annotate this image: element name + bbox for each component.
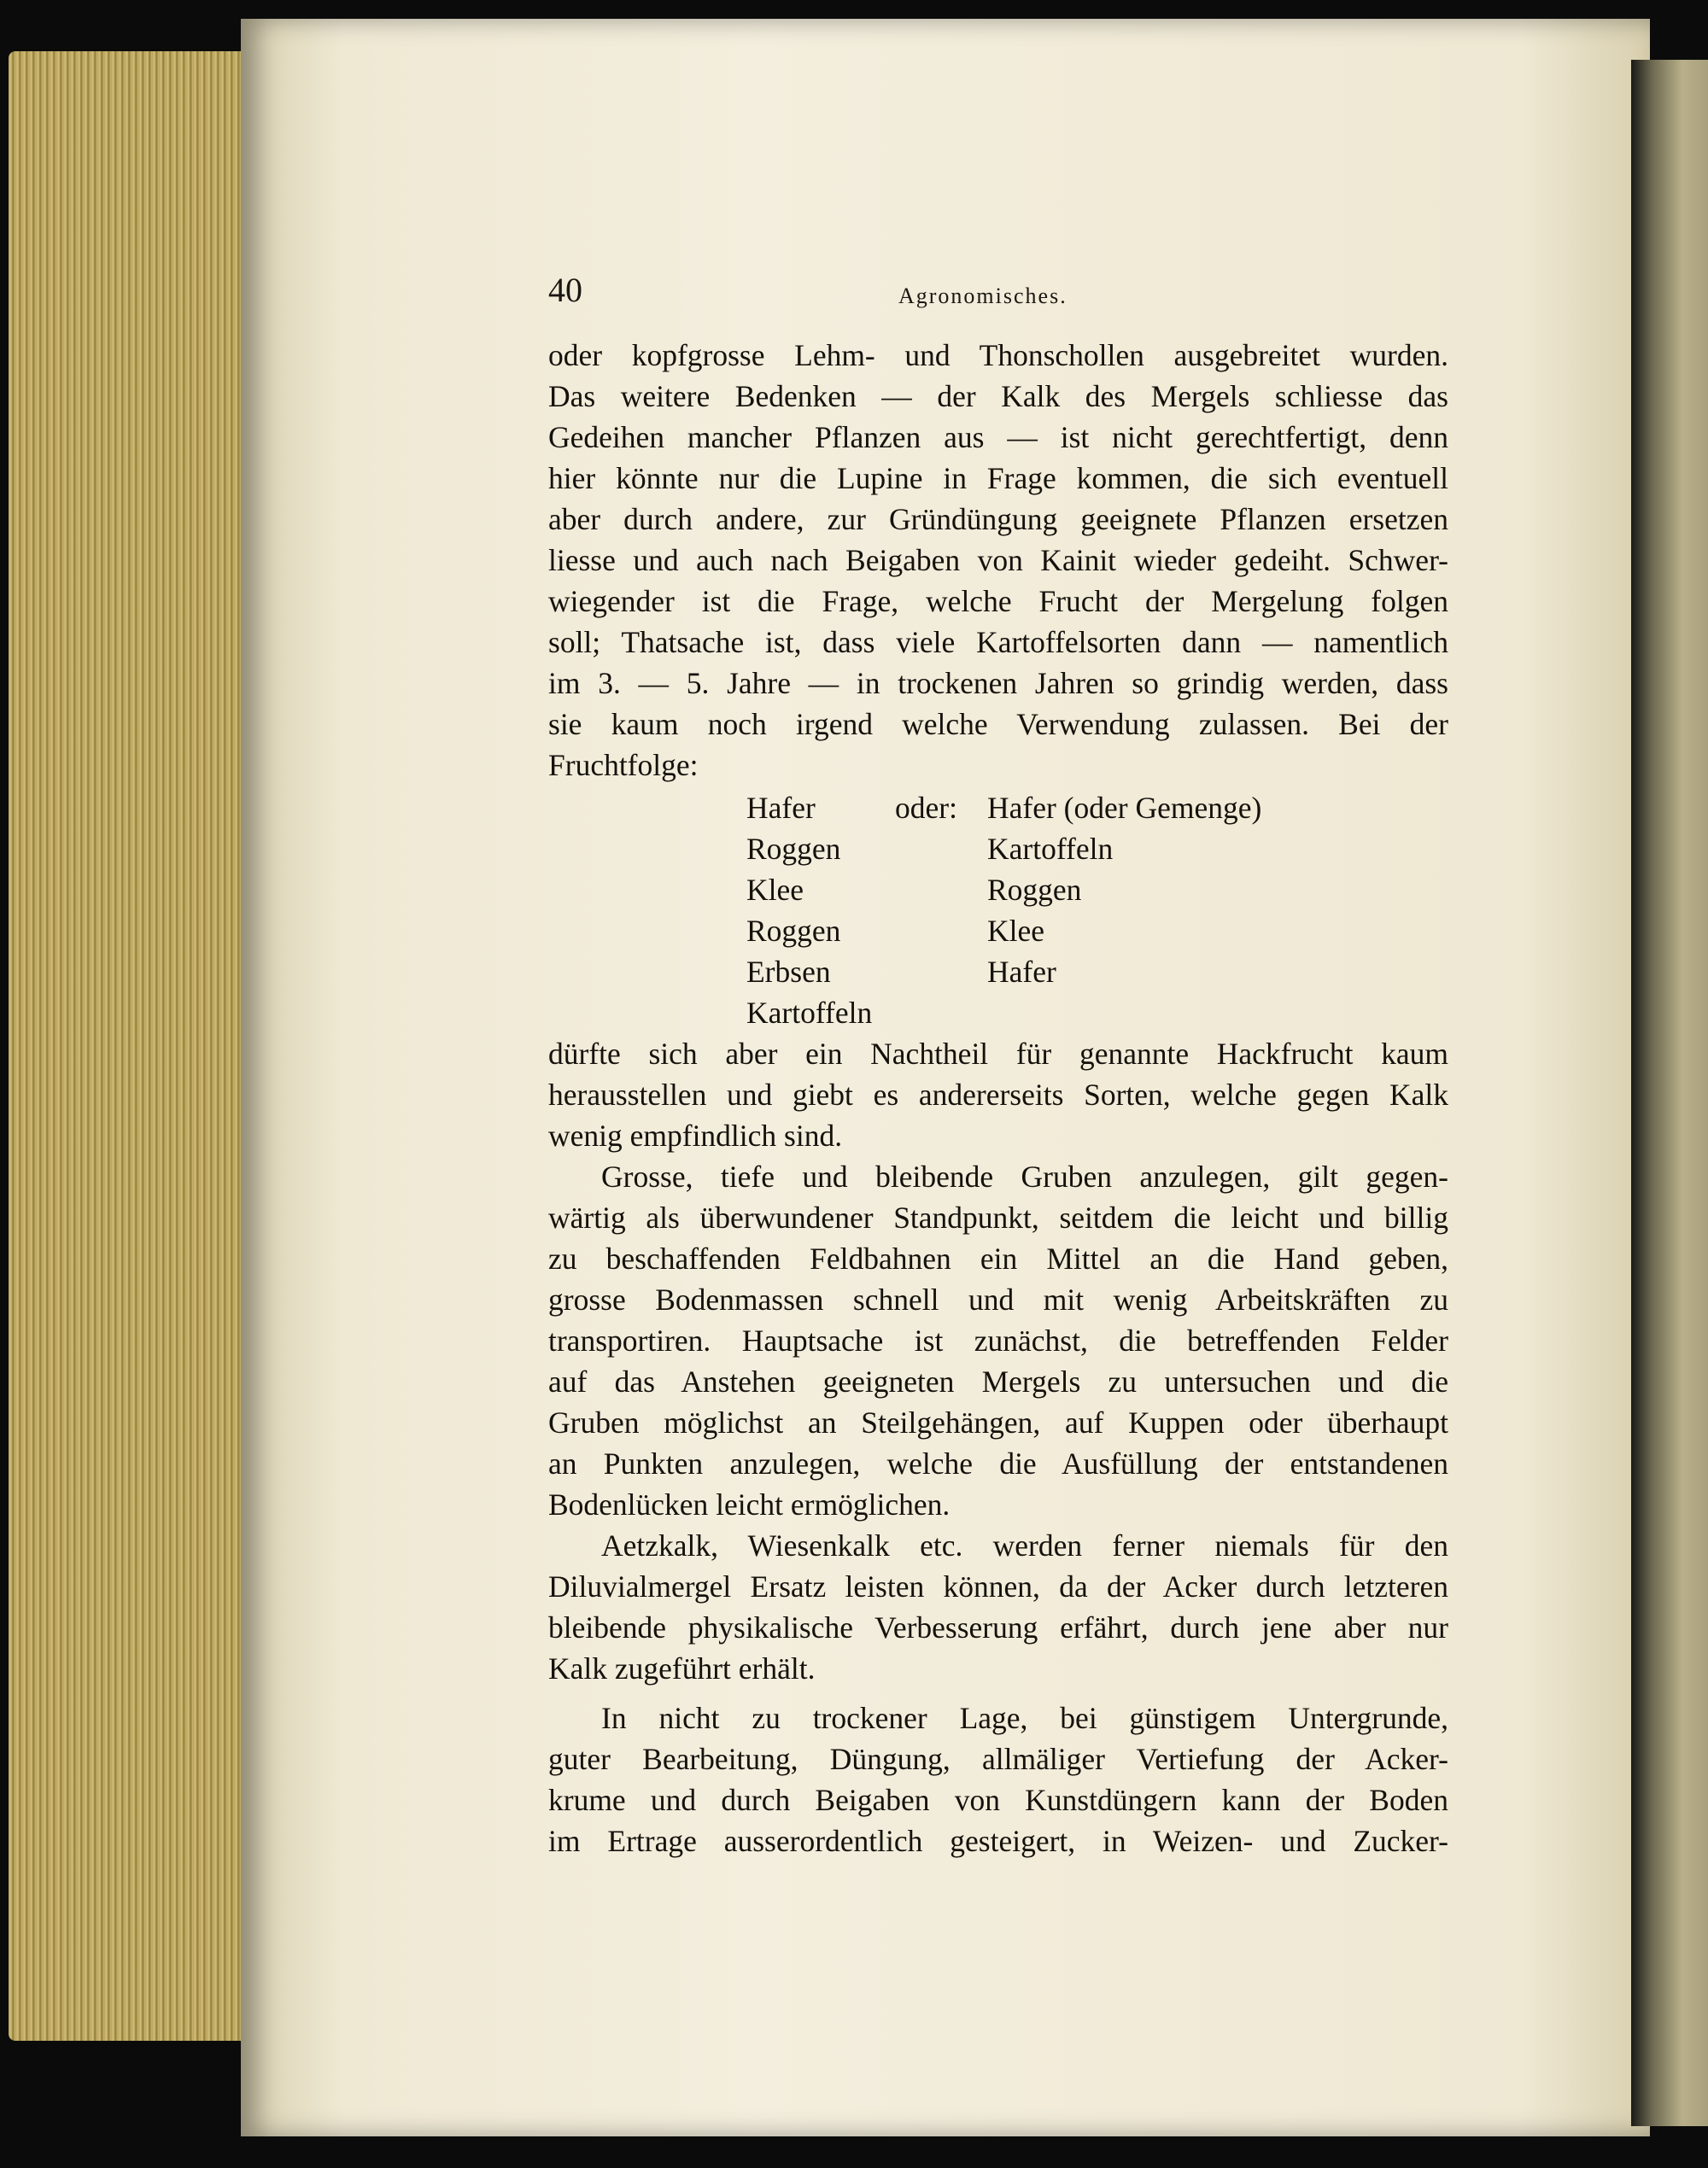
rotation-item: Roggen: [746, 914, 841, 948]
page-number: 40: [548, 271, 582, 309]
text-line: Diluvialmergel Ersatz leisten können, da der Acker durch letzteren: [548, 1569, 1448, 1604]
text-line: In nicht zu trockener Lage, bei günstigem Untergrunde,: [601, 1701, 1448, 1735]
text-line: aber durch andere, zur Gründüngung geeignete Pflanzen ersetzen: [548, 502, 1448, 536]
text-line: zu beschaffenden Feldbahnen ein Mittel an die Hand geben,: [548, 1242, 1448, 1276]
text-line: soll; Thatsache ist, dass viele Kartoffelsorten dann — namentlich: [548, 625, 1448, 659]
rotation-item: Hafer (oder Gemenge): [987, 791, 1262, 825]
rotation-separator: oder:: [895, 791, 957, 825]
paragraph-3: [548, 1525, 1448, 1689]
rotation-item: Klee: [746, 873, 804, 907]
book-page-edges: [9, 51, 265, 2041]
text-line: transportiren. Hauptsache ist zunächst, die betreffenden Felder: [548, 1324, 1448, 1358]
text-line: Grosse, tiefe und bleibende Gruben anzulegen, gilt gegen-: [601, 1160, 1448, 1194]
rotation-item: Roggen: [746, 832, 841, 866]
text-line: krume und durch Beigaben von Kunstdüngern kann der Boden: [548, 1783, 1448, 1817]
paragraph-2: [548, 1156, 1448, 1525]
text-line: dürfte sich aber ein Nachtheil für genannte Hackfrucht kaum: [548, 1037, 1448, 1071]
text-line: Fruchtfolge:: [548, 748, 699, 782]
running-title: Agronomisches.: [898, 283, 1068, 308]
rotation-item: Hafer: [987, 955, 1056, 989]
text-line: auf das Anstehen geeigneten Mergels zu untersuchen und die: [548, 1364, 1448, 1399]
text-line: guter Bearbeitung, Düngung, allmäliger Vertiefung der Acker-: [548, 1742, 1448, 1776]
page-header: [548, 270, 1445, 321]
rotation-item: Erbsen: [746, 955, 831, 989]
text-line: bleibende physikalische Verbesserung erfährt, durch jene aber nur: [548, 1610, 1448, 1645]
text-line: Gruben möglichst an Steilgehängen, auf Kuppen oder überhaupt: [548, 1405, 1448, 1440]
paragraph-1-continued: [548, 1033, 1448, 1156]
text-line: Bodenlücken leicht ermöglichen.: [548, 1487, 951, 1522]
text-line: grosse Bodenmassen schnell und mit wenig Arbeitskräften zu: [548, 1283, 1448, 1317]
rotation-item: Klee: [987, 914, 1045, 948]
rotation-item: Kartoffeln: [746, 996, 873, 1030]
page-body: [548, 335, 1448, 1861]
text-line: sie kaum noch irgend welche Verwendung zulassen. Bei der: [548, 707, 1448, 741]
text-line: Das weitere Bedenken — der Kalk des Mergels schliesse das: [548, 379, 1448, 413]
text-line: wärtig als überwundener Standpunkt, seitdem die leicht und billig: [548, 1201, 1448, 1235]
text-line: oder kopfgrosse Lehm- und Thonschollen ausgebreitet wurden.: [548, 338, 1448, 372]
text-line: an Punkten anzulegen, welche die Ausfüllung der entstandenen: [548, 1446, 1448, 1481]
rotation-column-b: [987, 787, 1261, 992]
text-line: Aetzkalk, Wiesenkalk etc. werden ferner niemals für den: [601, 1528, 1448, 1563]
text-line: hier könnte nur die Lupine in Frage kommen, die sich eventuell: [548, 461, 1448, 495]
rotation-item: Hafer: [746, 791, 816, 825]
rotation-item: Kartoffeln: [987, 832, 1114, 866]
text-line: Kalk zugeführt erhält.: [548, 1651, 816, 1686]
text-line: wenig empfindlich sind.: [548, 1119, 843, 1153]
text-line: herausstellen und giebt es andererseits Sorten, welche gegen Kalk: [548, 1078, 1448, 1112]
text-line: Gedeihen mancher Pflanzen aus — ist nicht gerechtfertigt, denn: [548, 420, 1448, 454]
rotation-column-a: [746, 787, 872, 1033]
text-line: im Ertrage ausserordentlich gesteigert, in Weizen- und Zucker-: [548, 1824, 1448, 1858]
crop-rotation-list: [548, 787, 1448, 1033]
rotation-item: Roggen: [987, 873, 1082, 907]
text-line: wiegender ist die Frage, welche Frucht der Mergelung folgen: [548, 584, 1448, 618]
paragraph-1: [548, 335, 1448, 786]
text-line: im 3. — 5. Jahre — in trockenen Jahren so grindig werden, dass: [548, 666, 1448, 700]
facing-page-edge: [1631, 60, 1708, 2126]
paragraph-4: [548, 1698, 1448, 1861]
text-line: liesse und auch nach Beigaben von Kainit wieder gedeiht. Schwer-: [548, 543, 1448, 577]
